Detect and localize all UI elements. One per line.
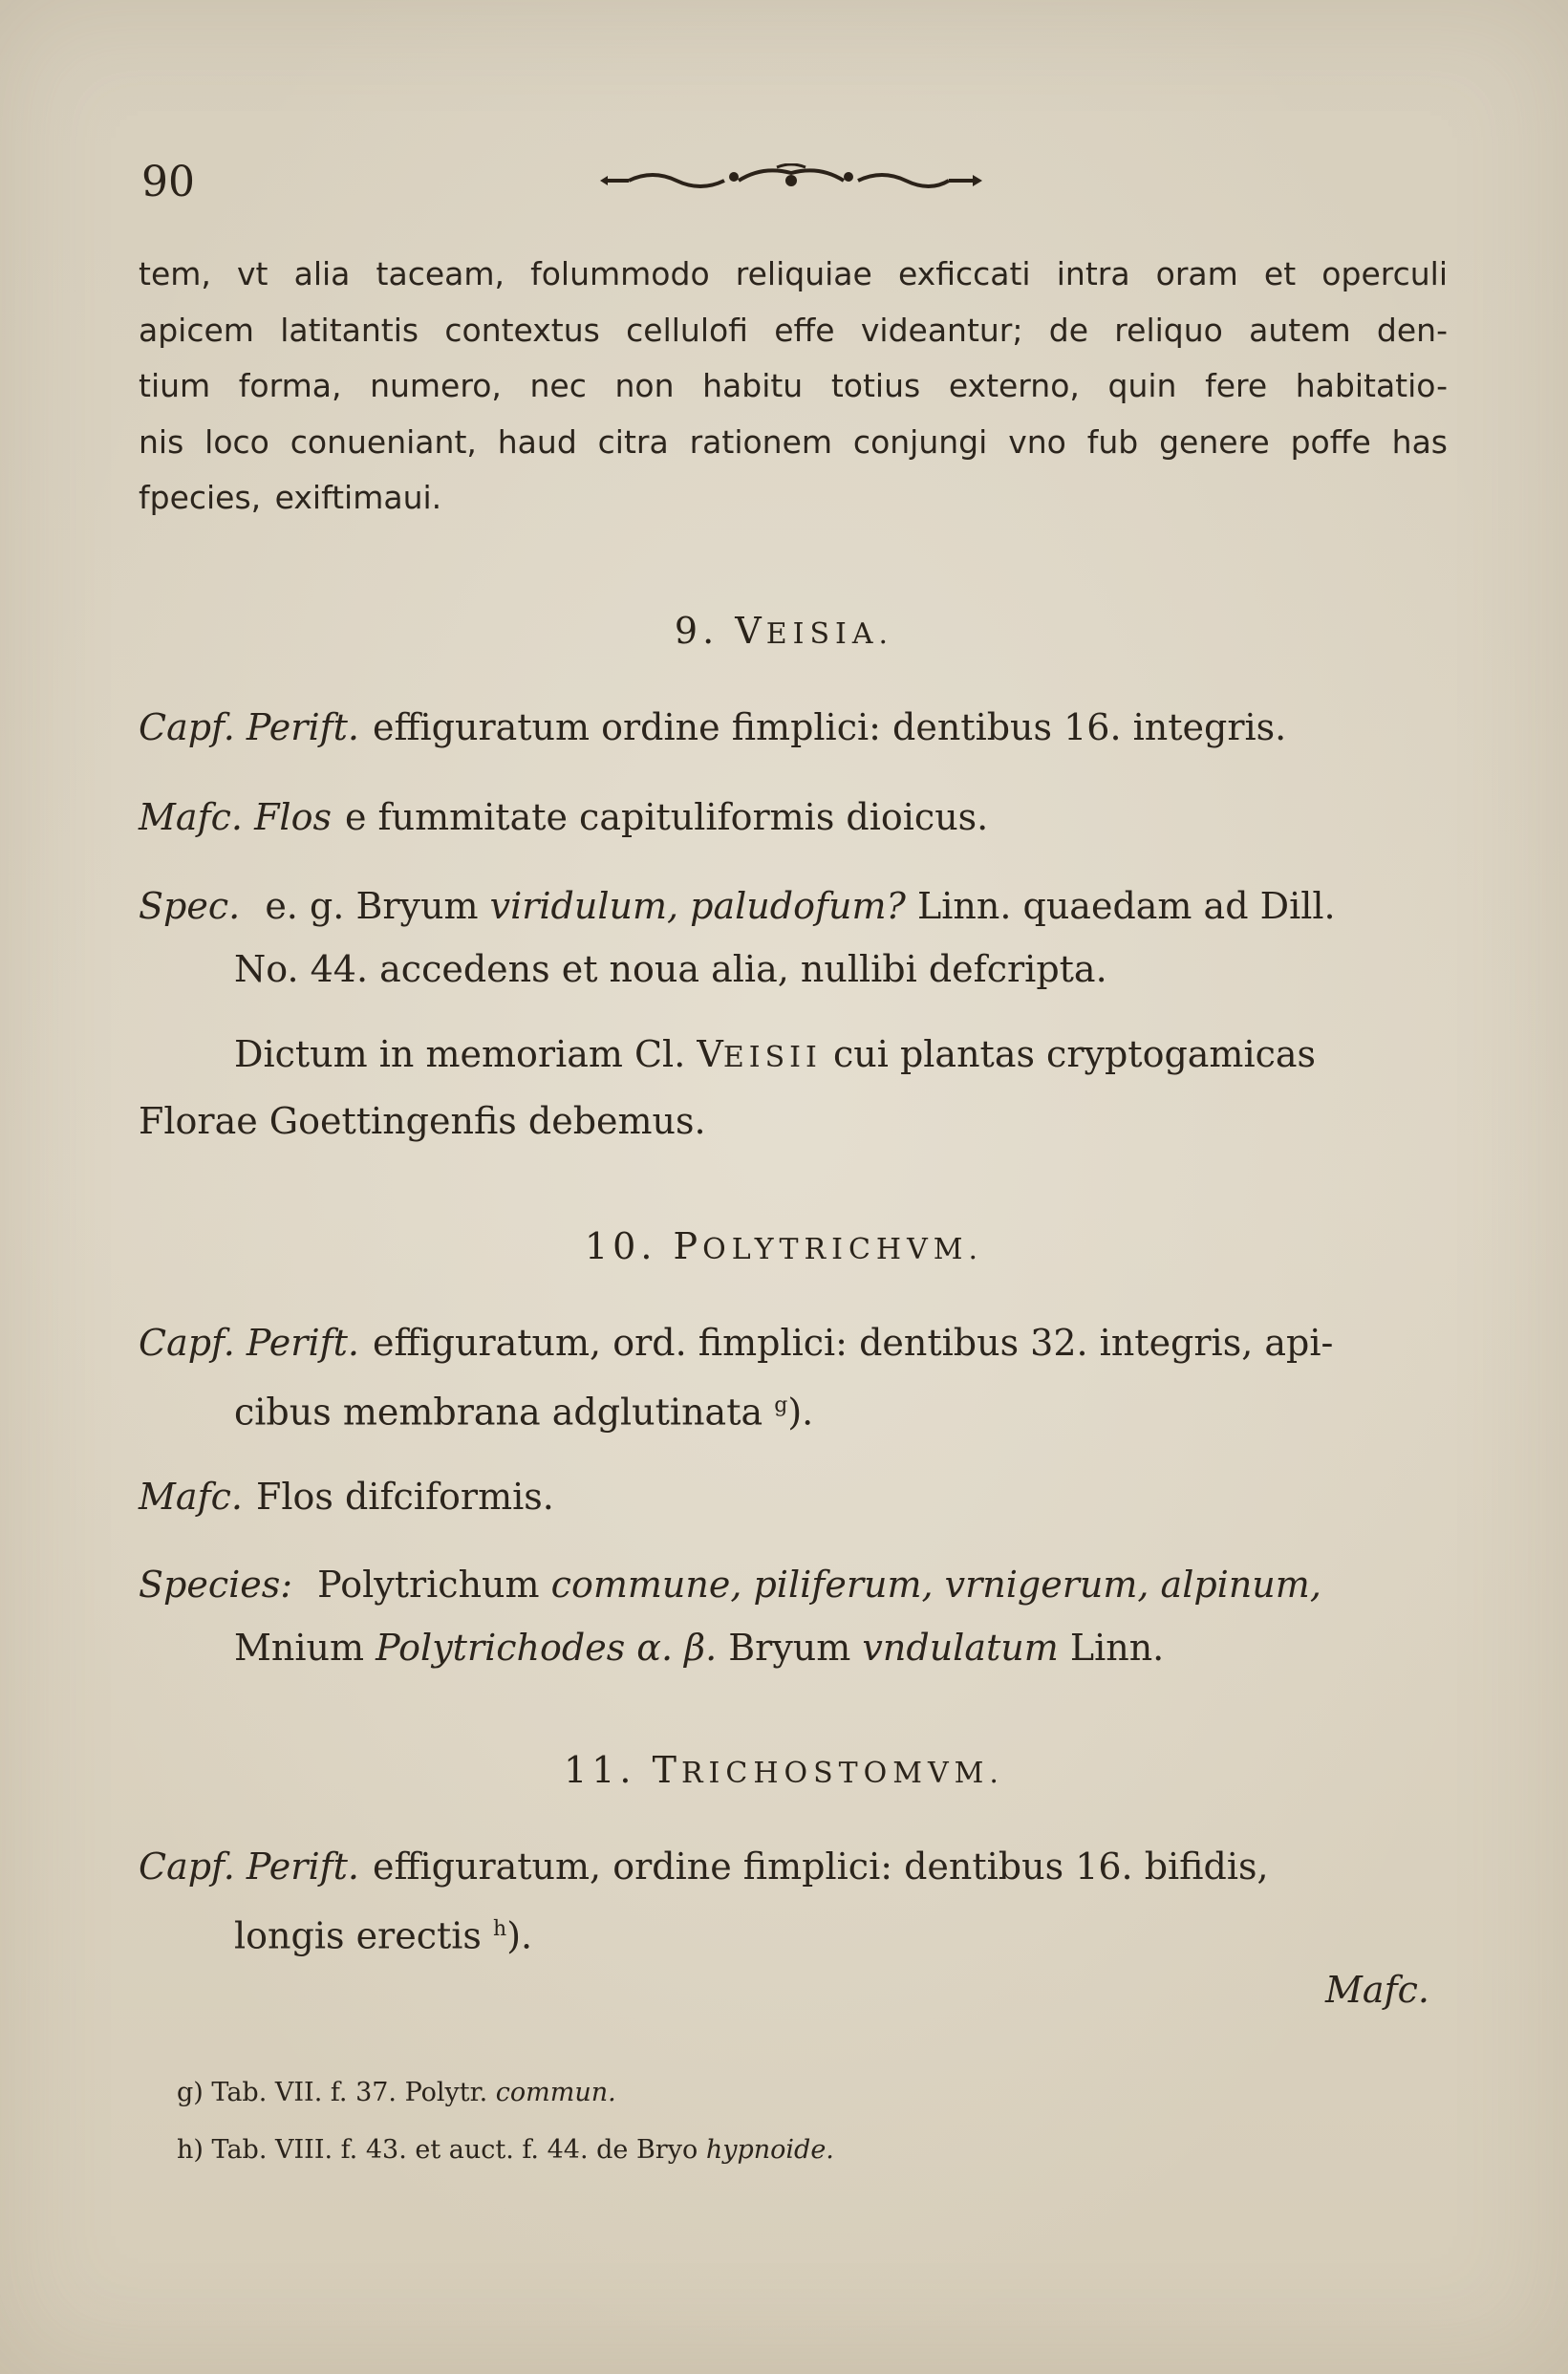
footnote-mark: g) [177,2078,204,2107]
capsule-label: Capf. Perift. [139,706,360,748]
capsule-line-2: longis erectis $^h$). [234,1914,533,1957]
capsule-line-2: cibus membrana adglutinata $^g$). [234,1391,814,1434]
veisia-species [139,874,1438,1001]
dedication-text: cui plantas cryptogamicas [832,1033,1317,1075]
intro-line: nis loco conueniant, haud citra rationem conjungi vno fub genere poffe has [139,422,1448,461]
species-label: Spec. [139,885,241,927]
dedication-name-initial: V [697,1033,723,1075]
capsule-text: effiguratum ordine fimplici: dentibus 16. integris. [373,706,1287,748]
heading-initial: T [652,1749,681,1791]
footnote-text: Tab. VII. f. 37. Polytr. [211,2078,488,2107]
species-text: Polytrichum [317,1564,540,1606]
polytrichum-species [139,1553,1438,1679]
intro-paragraph [139,247,1448,527]
heading-smallcaps: OLYTRICHVM. [702,1233,983,1266]
intro-line: tium forma, numero, nec non habitu totius externo, quin fere habitatio- [139,367,1448,404]
capsule-label: Capf. Perift. [139,1322,360,1364]
page-header [141,158,1431,215]
heading-trichostomum [0,1749,1568,1791]
footnote-italic: hypnoide. [705,2135,834,2165]
catchword: Mafc. [1325,1969,1429,2011]
masculine-label: Mafc. Flos [139,796,332,838]
footnotes [177,2064,1419,2179]
species-text: Linn. quaedam ad Dill. [917,885,1336,927]
veisia-dedication [139,1023,1438,1153]
footnote [177,2122,1419,2179]
intro-line: fpecies, exiftimaui. [139,479,442,516]
dedication-name: EISII [722,1041,822,1074]
intro-line: tem, vt alia taceam, folummodo reliquiae exficcati intra oram et operculi [139,255,1448,292]
masculine-text: e fummitate capituliformis dioicus. [344,796,989,838]
capsule-text: effiguratum, ord. fimplici: dentibus 32. integris, api- [373,1322,1334,1364]
capsule-label: Capf. Perift. [139,1845,360,1888]
heading-smallcaps: EISIA. [765,617,894,651]
intro-line: apicem latitantis contextus cellulofi effe videantur; de reliquo autem den- [139,311,1448,349]
heading-number: 9. [674,610,720,652]
dedication-text: Dictum in memoriam Cl. [234,1033,686,1075]
dedication-line-2: Florae Goettingenfis debemus. [139,1100,706,1142]
heading-number: 11. [564,1749,636,1791]
species-italic: commune, piliferum, vrnigerum, alpinum, [550,1564,1321,1606]
footnote-text: Tab. VIII. f. 43. et auct. f. 44. de Bryo [211,2135,698,2165]
heading-veisia [0,610,1568,652]
footnote [177,2064,1419,2122]
trichostomum-capsule [139,1835,1438,1968]
veisia-capsule [139,696,1438,759]
species-line-2: Mnium Polytrichodes α. β. Bryum vndulatum Linn. [234,1627,1165,1669]
polytrichum-masculine [139,1465,1438,1528]
species-line-2: No. 44. accedens et noua alia, nullibi defcripta. [234,948,1107,990]
species-italic: viridulum, paludofum? [489,885,906,927]
veisia-masculine [139,786,1438,849]
printers-ornament-icon [600,163,982,198]
page-number: 90 [141,158,195,206]
heading-polytrichum [0,1225,1568,1267]
heading-number: 10. [585,1225,657,1267]
species-label: Species: [139,1564,293,1606]
heading-smallcaps: RICHOSTOMVM. [680,1757,1004,1790]
heading-initial: V [735,610,766,652]
footnote-italic: commun. [495,2078,616,2107]
masculine-text: Flos difciformis. [256,1476,554,1518]
masculine-label: Mafc. [139,1476,243,1518]
heading-initial: P [673,1225,703,1267]
footnote-ref: h [493,1917,507,1941]
footnote-ref: g [774,1393,788,1417]
capsule-text: effiguratum, ordine fimplici: dentibus 16. bifidis, [373,1845,1269,1888]
footnote-mark: h) [177,2135,204,2165]
species-text: e. g. Bryum [265,885,479,927]
polytrichum-capsule [139,1311,1438,1444]
